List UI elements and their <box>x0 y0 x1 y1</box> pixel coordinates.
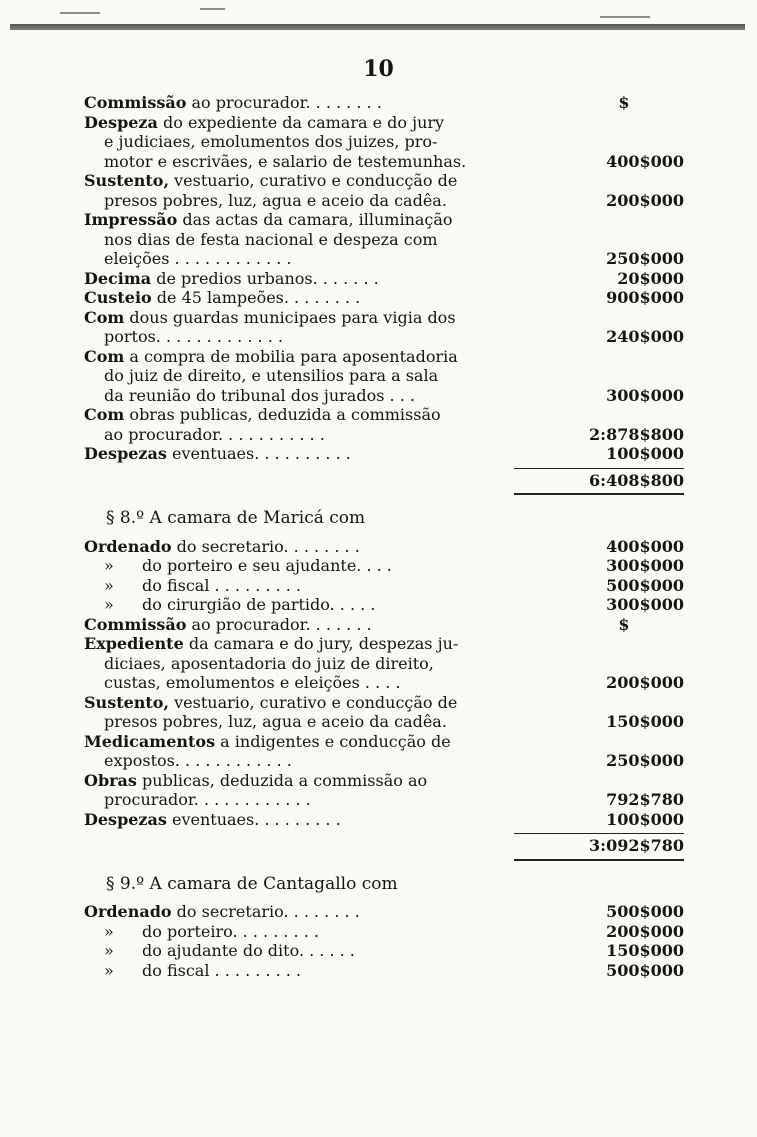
description-text: do cirurgião de partido. . . . . <box>142 595 376 614</box>
description-text <box>84 288 524 308</box>
line-description <box>84 634 524 693</box>
ditto-mark: » <box>104 921 114 941</box>
description-text: do fiscal . . . . . . . . . <box>142 575 302 595</box>
entry-initial-word: Decima <box>84 268 152 288</box>
budget-line <box>84 576 684 596</box>
line-amount: 240$000 <box>606 327 684 346</box>
budget-line <box>84 902 684 922</box>
section-8-heading: § 8.º A camara de Maricá com <box>106 508 366 528</box>
section-8-total-value: 3:092$780 <box>514 833 684 861</box>
entry-initial-word: Commissão <box>84 614 187 634</box>
print-speck <box>200 8 225 10</box>
description-text <box>84 902 524 922</box>
description-text <box>84 771 524 791</box>
line-amount: 300$000 <box>606 595 684 614</box>
entry-initial-word: Despezas <box>84 809 167 829</box>
description-text <box>84 308 524 328</box>
entry-rest-text: publicas, deduzida a commissão ao <box>136 770 428 790</box>
entry-rest-text: de predios urbanos. . . . . . . <box>151 268 379 288</box>
entry-rest-text: das actas da camara, illuminação <box>177 210 453 229</box>
description-text: custas, emolumentos e eleições . . . . <box>104 673 401 692</box>
line-amount: 792$780 <box>606 790 684 809</box>
budget-line <box>84 113 684 172</box>
description-text <box>84 922 524 942</box>
description-text <box>84 405 524 425</box>
budget-line <box>84 269 684 289</box>
line-description <box>84 405 524 444</box>
budget-line <box>84 810 684 830</box>
description-text <box>84 961 524 981</box>
line-amount: 100$000 <box>606 809 684 829</box>
budget-line <box>84 347 684 406</box>
entry-initial-word: Expediente <box>84 634 184 653</box>
entry-rest-text: do secretario. . . . . . . . <box>171 902 360 921</box>
ditto-mark: » <box>104 575 114 595</box>
line-amount: 500$000 <box>606 575 684 595</box>
entry-initial-word: Ordenado <box>84 536 172 556</box>
entry-initial-word: Commissão <box>84 93 187 112</box>
entry-initial-word: Obras <box>84 770 137 790</box>
line-description <box>84 595 524 615</box>
description-text <box>84 810 524 830</box>
entry-initial-word: Despeza <box>84 112 158 132</box>
line-amount: 150$000 <box>606 712 684 731</box>
budget-line <box>84 941 684 961</box>
budget-line <box>84 93 684 113</box>
description-text <box>84 576 524 596</box>
budget-line <box>84 210 684 269</box>
section-8-total <box>84 833 684 861</box>
line-description <box>84 444 524 464</box>
description-text <box>84 171 524 191</box>
entry-initial-word: Sustento, <box>84 692 170 712</box>
line-amount: 400$000 <box>606 151 684 171</box>
entry-initial-word: Sustento, <box>84 171 170 190</box>
line-description <box>84 922 524 942</box>
line-amount: 500$000 <box>606 902 684 921</box>
description-text: da reunião do tribunal dos jurados . . . <box>104 385 415 405</box>
entry-rest-text: dous guardas municipaes para vigia dos <box>124 307 456 327</box>
entry-rest-text: obras publicas, deduzida a commissão <box>124 405 441 424</box>
description-text: do porteiro e seu ajudante. . . . <box>142 556 392 575</box>
line-amount: 250$000 <box>606 249 684 268</box>
description-text <box>84 634 524 654</box>
ditto-mark: » <box>104 941 114 960</box>
line-amount: 500$000 <box>606 960 684 980</box>
line-amount: 150$000 <box>606 941 684 960</box>
budget-line <box>84 556 684 576</box>
line-description <box>84 171 524 210</box>
entry-rest-text: do expediente da camara e do jury <box>157 112 445 132</box>
entry-rest-text: eventuaes. . . . . . . . . <box>166 809 341 829</box>
budget-line <box>84 308 684 347</box>
line-description <box>84 902 524 922</box>
print-speck <box>60 12 100 14</box>
line-description <box>84 210 524 269</box>
entry-rest-text: de 45 lampeões. . . . . . . . <box>151 288 361 307</box>
budget-line <box>84 771 684 810</box>
line-description <box>84 113 524 172</box>
description-text: do ajudante do dito. . . . . . <box>142 941 355 960</box>
line-description <box>84 537 524 557</box>
line-description <box>84 269 524 289</box>
print-speck <box>600 16 650 18</box>
description-text <box>84 93 524 113</box>
description-text: nos dias de festa nacional e despeza com <box>104 229 438 249</box>
entry-rest-text: ao procurador. . . . . . . <box>186 614 372 634</box>
section-7-list <box>84 93 684 464</box>
budget-line <box>84 405 684 444</box>
line-amount: $ <box>618 93 630 112</box>
entry-initial-word: Com <box>84 346 125 366</box>
description-text <box>84 347 524 367</box>
entry-initial-word: Despezas <box>84 444 167 463</box>
line-description <box>84 961 524 981</box>
description-text: diciaes, aposentadoria do juiz de direito, <box>104 653 434 673</box>
line-description <box>84 810 524 830</box>
description-text: presos pobres, luz, agua e aceio da cadêa. <box>104 190 447 210</box>
entry-rest-text: da camara e do jury, despezas ju- <box>183 634 459 653</box>
entry-rest-text: vestuario, curativo e conducção de <box>169 692 458 712</box>
description-text: eleições . . . . . . . . . . . . <box>104 249 292 268</box>
line-amount: 20$000 <box>617 268 684 288</box>
ditto-mark: » <box>104 595 114 614</box>
top-rule <box>10 24 745 30</box>
line-amount: 200$000 <box>606 921 684 941</box>
line-description <box>84 93 524 113</box>
description-text: expostos. . . . . . . . . . . . <box>104 751 292 770</box>
entry-initial-word: Com <box>84 307 125 327</box>
description-text <box>84 113 524 133</box>
budget-line <box>84 961 684 981</box>
description-text <box>84 537 524 557</box>
entry-rest-text: do secretario. . . . . . . . <box>171 536 360 556</box>
budget-line <box>84 171 684 210</box>
line-description <box>84 556 524 576</box>
description-text: do juiz de direito, e utensilios para a sala <box>104 366 439 385</box>
entry-initial-word: Com <box>84 405 125 424</box>
ditto-mark: » <box>104 556 114 575</box>
description-text: procurador. . . . . . . . . . . . <box>104 790 311 809</box>
line-description <box>84 615 524 635</box>
description-text <box>84 556 524 576</box>
description-text <box>84 732 524 752</box>
budget-line <box>84 615 684 635</box>
description-text: e judiciaes, emolumentos dos juizes, pro- <box>104 132 438 151</box>
line-amount: 300$000 <box>606 385 684 405</box>
line-description <box>84 576 524 596</box>
line-amount: 200$000 <box>606 190 684 210</box>
description-text <box>84 941 524 961</box>
budget-page <box>84 93 684 980</box>
line-amount: 100$000 <box>606 444 684 463</box>
entry-rest-text: vestuario, curativo e conducção de <box>169 171 458 190</box>
section-8-list <box>84 537 684 830</box>
description-text: portos. . . . . . . . . . . . . <box>104 327 283 346</box>
description-text <box>84 444 524 464</box>
budget-line <box>84 732 684 771</box>
section-7-total <box>84 468 684 496</box>
line-description <box>84 693 524 732</box>
budget-line <box>84 537 684 557</box>
description-text <box>84 210 524 230</box>
entry-initial-word: Ordenado <box>84 902 172 921</box>
line-description <box>84 308 524 347</box>
entry-rest-text: ao procurador. . . . . . . . <box>186 93 382 112</box>
budget-line <box>84 693 684 732</box>
line-description <box>84 347 524 406</box>
page-number: 10 <box>363 56 394 82</box>
budget-line <box>84 634 684 693</box>
budget-line <box>84 444 684 464</box>
line-description <box>84 771 524 810</box>
entry-rest-text: a compra de mobilia para aposentadoria <box>124 346 458 366</box>
line-description <box>84 732 524 771</box>
line-amount: 900$000 <box>606 288 684 307</box>
line-amount: 400$000 <box>606 536 684 556</box>
description-text: do porteiro. . . . . . . . . <box>142 921 319 941</box>
section-9-list <box>84 902 684 980</box>
description-text: presos pobres, luz, agua e aceio da cadêa. <box>104 712 447 731</box>
ditto-mark: » <box>104 960 114 980</box>
budget-line <box>84 922 684 942</box>
description-text <box>84 269 524 289</box>
description-text <box>84 595 524 615</box>
line-description <box>84 941 524 961</box>
entry-initial-word: Impressão <box>84 210 178 229</box>
entry-initial-word: Custeio <box>84 288 152 307</box>
line-amount: 250$000 <box>606 751 684 770</box>
line-amount: $ <box>618 614 630 634</box>
description-text <box>84 615 524 635</box>
description-text: do fiscal . . . . . . . . . <box>142 960 302 980</box>
line-amount: 300$000 <box>606 556 684 575</box>
budget-line <box>84 595 684 615</box>
line-amount: 2:878$800 <box>589 424 684 444</box>
line-description <box>84 288 524 308</box>
description-text: motor e escrivães, e salario de testemunhas. <box>104 151 467 171</box>
description-text <box>84 693 524 713</box>
entry-rest-text: eventuaes. . . . . . . . . . <box>166 444 351 463</box>
line-amount: 200$000 <box>606 673 684 692</box>
section-7-total-value: 6:408$800 <box>514 468 684 496</box>
description-text: ao procurador. . . . . . . . . . . <box>104 424 325 444</box>
entry-rest-text: a indigentes e conducção de <box>215 731 451 751</box>
entry-initial-word: Medicamentos <box>84 731 216 751</box>
section-9-heading: § 9.º A camara de Cantagallo com <box>106 873 398 894</box>
budget-line <box>84 288 684 308</box>
